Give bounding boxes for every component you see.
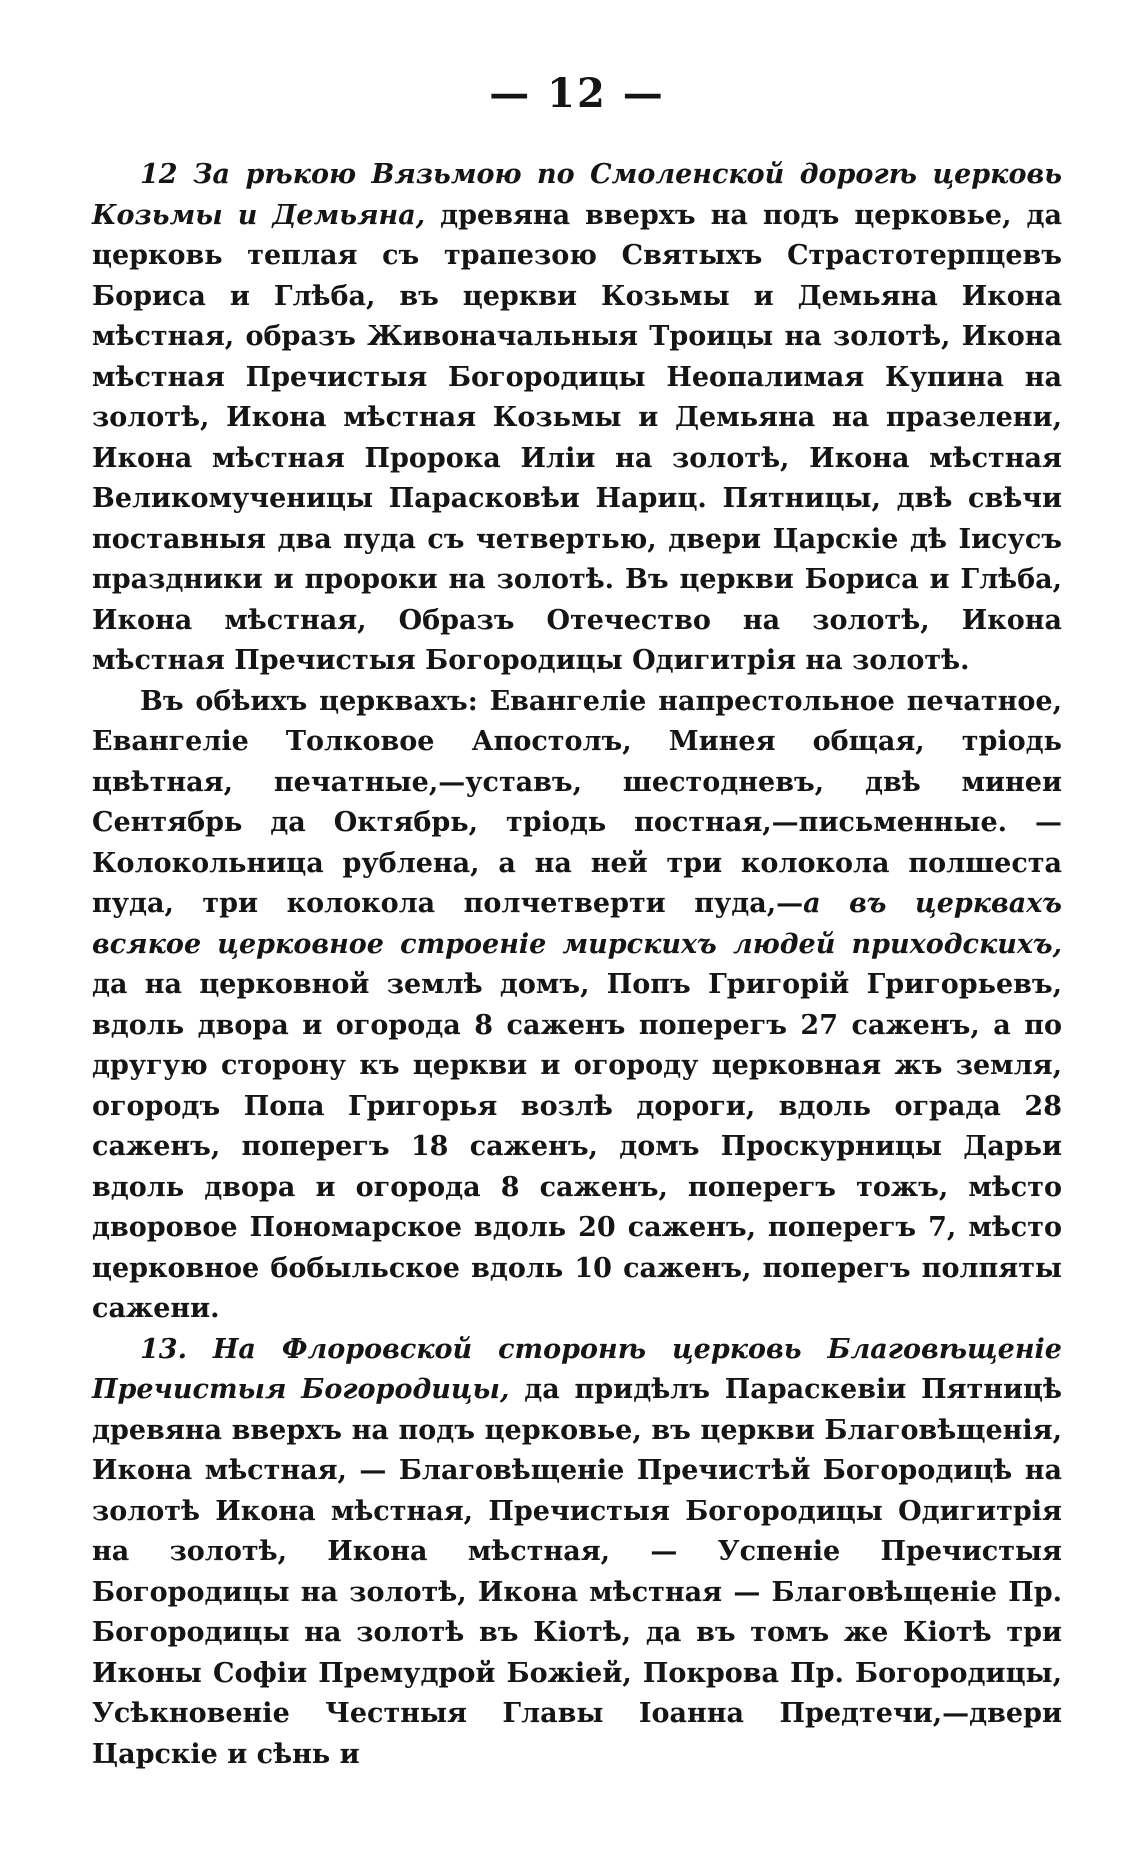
entry-12-paragraph [92, 155, 1062, 682]
entry-13-body: да придѣлъ Параскевіи Пятницѣ древяна вверхъ на подъ церковье, въ церкви Благовѣщенія, Икона мѣстная, — Благовѣщеніе Пречистѣй Богородицѣ на золотѣ Икона мѣстная, Пречистыя Богородицы Одигитрія на золотѣ, Икона мѣстная, — Успеніе Пречистыя Богородицы на золотѣ, Икона мѣстная — Благовѣщеніе Пр. Богородицы на золотѣ въ Кіотѣ, да въ томъ же Кіотѣ три Иконы Софіи Премудрой Божіей, Покрова Пр. Богородицы, Усѣкновеніе Честныя Главы Іоанна Предтечи,—двери Царскіе и сѣнь и [92, 1374, 1062, 1770]
both-churches-italic: а въ церквахъ всякое церковное строеніе мирскихъ людей приходскихъ, [92, 888, 1062, 960]
entry-13-number: 13. [140, 1333, 187, 1365]
book-page [92, 70, 1062, 1775]
entry-13-heading: На Флоровской сторонѣ церковь Благовѣщеніе Пречистыя Богородицы, [92, 1333, 1062, 1405]
both-churches-text-before: Въ обѣихъ церквахъ: Евангеліе напрестольное печатное, Евангеліе Толковое Апостолъ, Минея общая, тріодь цвѣтная, печатные,—уставъ, шестодневъ, двѣ минеи Сентябрь да Октябрь, тріодь постная,—письменные. — Колокольница рублена, а на ней три колокола полшеста пуда, три колокола полчетверти пуда,— [92, 685, 1062, 919]
both-churches-paragraph [92, 682, 1062, 1330]
entry-12-body: древяна вверхъ на подъ церковье, да церковь теплая съ трапезою Святыхъ Страстотерпцевъ Бориса и Глѣба, въ церкви Козьмы и Демьяна Икона мѣстная, образъ Живоначальныя Троицы на золотѣ, Икона мѣстная Пречистыя Богородицы Неопалимая Купина на золотѣ, Икона мѣстная Козьмы и Демьяна на празелени, Икона мѣстная Пророка Иліи на золотѣ, Икона мѣстная Великомученицы Парасковѣи Нариц. Пятницы, двѣ свѣчи поставныя два пуда съ четвертью, двери Царскіе дѣ Іисусъ праздники и пророки на золотѣ. Въ церкви Бориса и Глѣба, Икона мѣстная, Образъ Отечество на золотѣ, Икона мѣстная Пречистыя Богородицы Одигитрія на золотѣ. [92, 199, 1062, 676]
entry-12-number: 12 [140, 159, 178, 190]
both-churches-text-after: да на церковной землѣ домъ, Попъ Григорій Григорьевъ, вдоль двора и огорода 8 саженъ поперегъ 27 саженъ, а по другую сторону къ церкви и огороду церковная жъ земля, огородъ Попа Григорья возлѣ дороги, вдоль ограда 28 саженъ, поперегъ 18 саженъ, домъ Проскурницы Дарьи вдоль двора и огорода 8 саженъ, поперегъ тожъ, мѣсто дворовое Пономарское вдоль 20 саженъ, поперегъ 7, мѣсто церковное бобыльское вдоль 10 саженъ, поперегъ полпяты сажени. [92, 969, 1062, 1324]
page-number: — 12 — [489, 70, 665, 117]
entry-13-paragraph [92, 1330, 1062, 1776]
entry-12-heading: За рѣкою Вязьмою по Смоленской дорогѣ церковь Козьмы и Демьяна, [92, 159, 1063, 231]
